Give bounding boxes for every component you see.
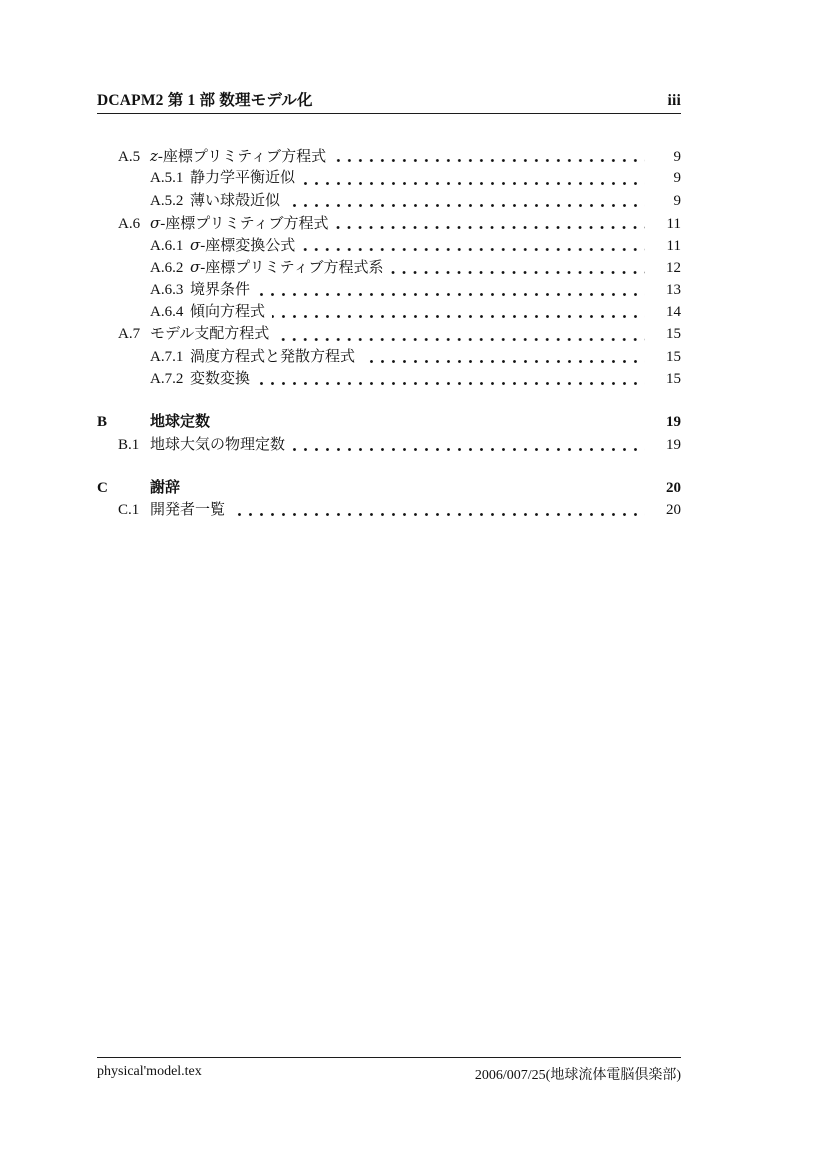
toc-entry-number: A.6.4	[150, 304, 184, 321]
toc-entry-number: A.6.3	[150, 281, 184, 298]
toc-entry	[97, 301, 681, 323]
footer-date-credit: 2006/007/25(地球流体電脳倶楽部)	[474, 1068, 681, 1083]
toc-entry-page: 12	[666, 260, 681, 277]
toc-entry-number: A.5	[118, 149, 141, 165]
dot-leader	[333, 159, 645, 162]
dot-leader	[292, 448, 645, 451]
math-symbol: σ	[150, 213, 161, 232]
toc-entry-title: σ-座標プリミティブ方程式	[150, 213, 329, 232]
footer-filename: physical'model.tex	[97, 1064, 202, 1079]
math-symbol: σ	[190, 258, 201, 277]
header-title: DCAPM2 第 1 部 数理モデル化	[97, 92, 313, 109]
toc-entry-title: σ-座標変換公式	[190, 236, 296, 255]
toc-entry-title: 地球大気の物理定数	[150, 436, 286, 453]
leader-spacer	[217, 426, 645, 429]
toc-entry-number: A.6.1	[150, 238, 184, 255]
toc-entry-title: モデル支配方程式	[150, 326, 270, 343]
toc-entry	[97, 145, 681, 167]
dot-leader	[390, 271, 645, 274]
toc-entry-number: B.1	[118, 436, 140, 453]
dot-leader	[287, 204, 645, 207]
toc-entry-page: 19	[666, 414, 681, 431]
toc-entry-title: σ-座標プリミティブ方程式系	[190, 258, 384, 277]
toc-entry	[97, 234, 681, 256]
toc-entry-title: 傾向方程式	[190, 304, 266, 321]
toc-entry-title: z-座標プリミティブ方程式	[150, 147, 327, 165]
toc-entry-title: 境界条件	[190, 281, 251, 298]
toc-entry-number: A.7.1	[150, 348, 184, 365]
toc-entry-number: C	[97, 479, 108, 496]
toc-entry	[97, 167, 681, 189]
dot-leader	[276, 338, 645, 341]
toc-entry	[97, 411, 681, 433]
toc-entry-number: A.6.2	[150, 260, 184, 277]
dot-leader	[335, 226, 645, 229]
toc-entry-title: 開発者一覧	[150, 502, 226, 519]
toc-entry	[97, 190, 681, 212]
toc-entry-number: A.7.2	[150, 370, 184, 387]
dot-leader	[232, 513, 645, 516]
dot-leader	[272, 315, 645, 318]
toc-entry-page: 14	[666, 304, 681, 321]
dot-leader	[257, 382, 645, 385]
toc-entry-page: 20	[666, 479, 681, 496]
toc-entry-title: 薄い球殻近似	[190, 192, 281, 209]
toc-entry-page: 15	[666, 348, 681, 365]
toc-entry-page: 11	[666, 238, 681, 255]
toc-entry-page: 19	[666, 436, 681, 453]
toc-entry	[97, 212, 681, 234]
dot-leader	[257, 293, 645, 296]
toc-entry-number: C.1	[118, 502, 140, 519]
dot-leader	[302, 248, 645, 251]
toc-entry-number: A.7	[118, 326, 141, 343]
toc	[97, 145, 681, 521]
toc-entry-page: 11	[666, 215, 681, 232]
toc-entry-page: 13	[666, 281, 681, 298]
toc-entry-title: 地球定数	[150, 414, 211, 431]
toc-entry	[97, 499, 681, 521]
toc-entry-number: A.5.1	[150, 170, 184, 187]
page-footer	[97, 1057, 681, 1084]
toc-entry-title: 渦度方程式と発散方程式	[190, 348, 356, 365]
toc-entry-title: 変数変換	[190, 370, 251, 387]
header-page-number: iii	[667, 92, 681, 109]
toc-entry	[97, 477, 681, 499]
toc-entry-page: 15	[666, 326, 681, 343]
page-header	[97, 88, 681, 114]
toc-entry-page: 20	[666, 502, 681, 519]
dot-leader	[302, 182, 645, 185]
leader-spacer	[187, 491, 645, 494]
toc-entry-number: A.5.2	[150, 192, 184, 209]
toc-entry-page: 15	[666, 370, 681, 387]
toc-entry	[97, 346, 681, 368]
math-symbol: σ	[190, 236, 201, 255]
toc-entry-title: 謝辞	[150, 479, 181, 496]
toc-entry	[97, 434, 681, 456]
toc-entry	[97, 368, 681, 390]
toc-entry	[97, 323, 681, 345]
toc-entry-page: 9	[673, 149, 681, 165]
toc-entry	[97, 256, 681, 278]
toc-entry	[97, 279, 681, 301]
toc-entry-page: 9	[673, 192, 681, 209]
math-symbol: z	[150, 147, 158, 165]
toc-entry-page: 9	[673, 170, 681, 187]
toc-entry-number: A.6	[118, 215, 141, 232]
toc-entry-title: 静力学平衡近似	[190, 170, 296, 187]
toc-entry-number: B	[97, 414, 108, 431]
dot-leader	[362, 360, 645, 363]
